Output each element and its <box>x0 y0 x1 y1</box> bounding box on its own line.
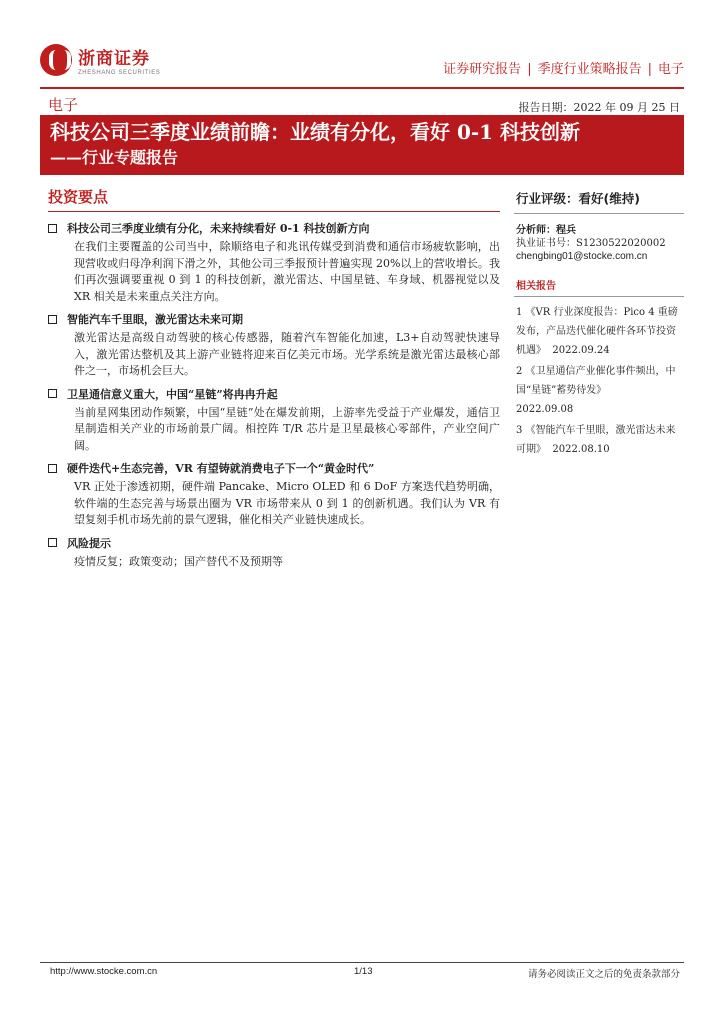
related-report-item[interactable] <box>516 303 682 360</box>
separator: | <box>527 62 532 77</box>
checkbox-bullet-icon <box>48 389 57 398</box>
logo-mark-icon <box>40 44 72 76</box>
doc-type-industry: 电子 <box>657 62 684 77</box>
report-title: 科技公司三季度业绩前瞻：业绩有分化，看好 0-1 科技创新 <box>50 120 581 144</box>
highlight-body: 疫情反复；政策变动；国产替代不及预期等 <box>74 554 283 568</box>
company-logo <box>40 44 160 76</box>
checkbox-bullet-icon <box>48 464 57 473</box>
related-report-date: 2022.09.24 <box>552 345 610 356</box>
highlight-body: 在我们主要覆盖的公司当中，除顺络电子和兆讯传媒受到消费和通信市场疲软影响，出现营收或归母净利润下滑之外，其他公司三季报预计普遍实现 20%以上的营收增长。我们再次强调要重视 0 到 1 的科技创新，激光雷达、中国星链、车身域、机器视觉以及 XR 相关是未来重点关注方向。 <box>74 240 500 303</box>
sidebar <box>514 186 684 467</box>
checkbox-bullet-icon <box>48 315 57 324</box>
related-report-date: 2022.09.08 <box>516 404 574 415</box>
highlight-item <box>48 386 500 455</box>
report-date: 报告日期：2022 年 09 月 25 日 <box>518 101 680 114</box>
section-heading: 投资要点 <box>48 186 500 212</box>
page-number: 1/13 <box>354 966 373 977</box>
industry-label: 电子 <box>48 96 79 114</box>
related-reports-list <box>514 297 684 467</box>
analyst-info <box>514 214 684 269</box>
checkbox-bullet-icon <box>48 538 57 547</box>
highlight-title: 智能汽车千里眼，激光雷达未来可期 <box>67 313 243 326</box>
analyst-email[interactable]: chengbing01@stocke.com.cn <box>516 251 648 262</box>
highlight-title: 科技公司三季度业绩有分化，未来持续看好 0-1 科技创新方向 <box>67 222 370 235</box>
highlight-title: 卫星通信意义重大，中国“星链”将冉冉升起 <box>67 387 278 401</box>
related-report-item[interactable] <box>516 421 682 459</box>
highlight-body: 当前星网集团动作频繁，中国“星链”处在爆发前期，上游率先受益于产业爆发，通信卫星制造相关产业的市场前景广阔。相控阵 T/R 芯片是卫星最核心零部件，产业空间广阔。 <box>74 405 500 452</box>
highlight-item <box>48 311 500 380</box>
analyst-name: 程兵 <box>556 225 576 236</box>
header-divider <box>40 87 684 89</box>
license-number: 执业证书号：S1230522020002 <box>516 238 666 249</box>
logo-en-text: ZHESHANG SECURITIES <box>78 70 161 76</box>
industry-rating: 行业评级：看好(维持) <box>514 186 684 214</box>
footer-disclaimer: 请务必阅读正文之后的免责条款部分 <box>527 969 680 980</box>
related-report-title: 2 《卫星通信产业催化事件频出，中国“星链”蓄势待发》 <box>516 366 676 396</box>
page-footer <box>40 962 684 982</box>
related-report-title: 1 《VR 行业深度报告：Pico 4 重磅发布，产品迭代催化硬件各环节投资机遇》 <box>516 307 678 356</box>
related-report-item[interactable] <box>516 362 682 419</box>
highlight-item <box>48 220 500 305</box>
checkbox-bullet-icon <box>48 224 57 233</box>
report-subtitle: ——行业专题报告 <box>50 148 179 167</box>
highlight-title: 风险提示 <box>67 536 111 550</box>
highlight-title: 硬件迭代+生态完善，VR 有望铸就消费电子下一个“黄金时代” <box>67 462 375 475</box>
related-reports-heading: 相关报告 <box>514 269 684 297</box>
page-header <box>40 40 684 84</box>
logo-cn-text: 浙商证券 <box>78 49 150 69</box>
footer-url[interactable]: http://www.stocke.com.cn <box>50 966 158 977</box>
separator: | <box>647 62 652 77</box>
analyst-label: 分析师： <box>516 225 556 236</box>
title-banner <box>40 115 684 175</box>
highlight-item <box>48 535 500 571</box>
doc-type-strategy: 季度行业策略报告 <box>537 62 642 77</box>
related-report-date: 2022.08.10 <box>552 444 610 455</box>
investment-highlights <box>48 186 500 576</box>
highlight-body: 激光雷达是高级自动驾驶的核心传感器，随着汽车智能化加速，L3+自动驾驶快速导入，激光雷达整机及其上游产业链将迎来百亿美元市场。光学系统是激光雷达最核心部件之一，市场机会巨大。 <box>74 331 500 377</box>
highlight-item <box>48 460 500 529</box>
doc-type-research: 证券研究报告 <box>443 62 522 77</box>
doc-type-line <box>443 58 684 77</box>
highlight-body: VR 正处于渗透初期，硬件端 Pancake、Micro OLED 和 6 DoF 方案迭代趋势明确，软件端的生态完善与场景出圈为 VR 市场带来从 0 到 1 的创新机遇。我们认为 VR 有望复刻手机市场先前的景气逻辑，催化相关产业链快速成长。 <box>74 480 500 526</box>
related-report-title: 3 《智能汽车千里眼，激光雷达未来可期》 <box>516 425 676 455</box>
